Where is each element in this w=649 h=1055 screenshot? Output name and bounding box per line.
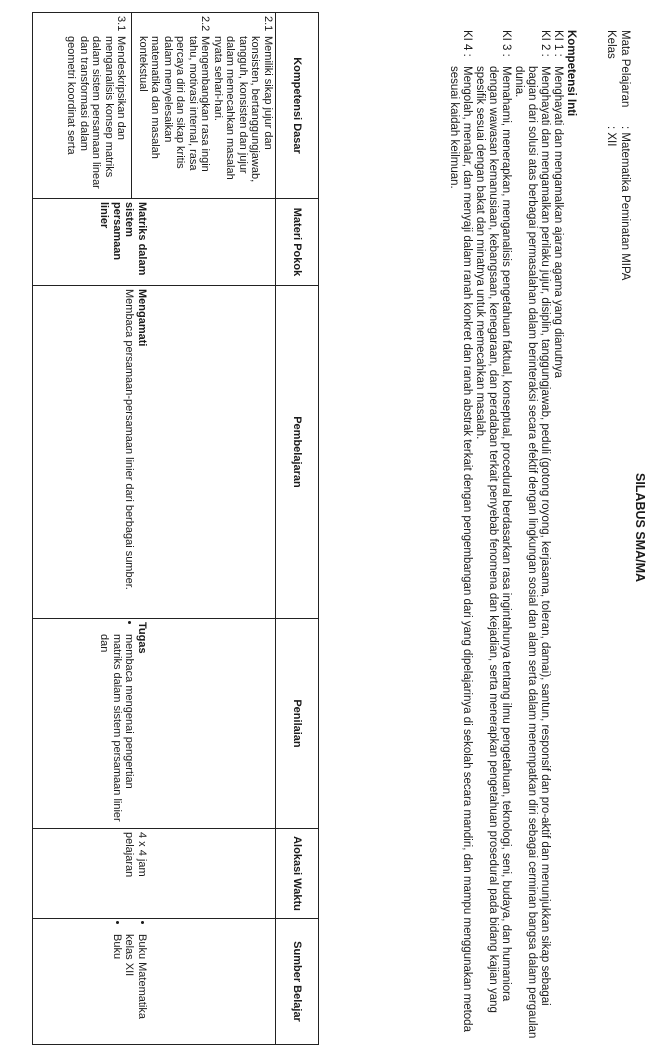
penilaian-list (98, 622, 136, 825)
cell-materi-pokok (33, 199, 276, 286)
table-row (33, 13, 276, 1045)
kd-number: 2.2 (199, 16, 212, 32)
alokasi-spacer (148, 832, 274, 915)
cell-alokasi-waktu (33, 829, 276, 919)
penilaian-heading: Tugas (136, 622, 148, 654)
document-title: SILABUS SMA/MA (633, 472, 647, 583)
class-row (604, 30, 617, 146)
cell-kompetensi-dasar (33, 13, 276, 199)
cell-sumber-belajar (33, 919, 276, 1045)
list-item: • Buku (111, 934, 124, 1041)
ki-text: Menghayati dan mengamalkan perilaku jujur, disiplin, tanggungjawab, peduli (gotong royong, kerjasama, toleran, damai), santun, responsif dan pro-aktif dan menunjukkan sikap sebagai bagian dari solusi atas berbagai permasalahan dalam berinteraksi secara efektif dengan lingkungan sosial dan alam serta dalam menempatkan diri sebagai cerminan bangsa dalam pergaulan dunia. (513, 66, 551, 1039)
ki-item (447, 30, 473, 1040)
subject-label: Mata Pelajaran (619, 30, 631, 108)
kd-item (65, 16, 128, 195)
ki-code: KI 1 : (552, 30, 564, 57)
penilaian-spacer (148, 622, 274, 825)
pembelajaran-spacer (148, 289, 274, 615)
kd-text: Mendeskripsikan dan menganalisis konsep matriks dalam sistem persamaan linear dan transformasi dalam geometri koordinat serta (65, 36, 128, 189)
pembelajaran-heading: Mengamati (136, 289, 148, 347)
alokasi-text: 4 x 4 jam pelajaran (123, 832, 148, 878)
cell-pembelajaran (33, 286, 276, 619)
table-header-row (276, 13, 319, 1045)
header-penilaian: Penilaian (276, 619, 319, 829)
cell-penilaian (33, 619, 276, 829)
header-kompetensi-dasar: Kompetensi Dasar (276, 13, 319, 199)
core-competence-heading: Kompetensi Inti (565, 30, 577, 117)
list-item: • Buku Matematika kelas XII (123, 934, 148, 1041)
header-pembelajaran: Pembelajaran (276, 286, 319, 619)
ki-text: Memahami, menerapkan, menganalisis pengetahuan faktual, konseptual, procedural berdasarkan rasa ingintahunya tentang ilmu pengetahuan, teknologi, seni, budaya, dan humaniora dengan wawasan kemanusiaan, kebangsaan, kenegaraan, dan peradaban terkait penyebab fenomena dan kejadian, serta menerapkan pengetahuan prosedural pada bidang kajian yang spesifik sesuai dengan bakat dan minatnya untuk memecahkan masalah. (474, 66, 512, 1013)
class-label: Kelas (605, 30, 617, 59)
kd-text: Memiliki sikap jujur dan konsisten, bertanggungjawab, tangguh, konsisten dan jujur dalam memecahkan masalah nyata sehari-hari. (212, 36, 274, 183)
ki-item (512, 30, 551, 1040)
header-materi-pokok: Materi Pokok (276, 199, 319, 286)
core-competence-list (447, 30, 564, 1040)
materi-spacer (148, 202, 274, 282)
ki-code: KI 2 : (539, 30, 551, 57)
class-value: : XII (605, 126, 617, 147)
sumber-list (111, 922, 149, 1041)
header-alokasi-waktu: Alokasi Waktu (276, 829, 319, 919)
kd-item (212, 16, 275, 195)
ki-item (473, 30, 512, 1040)
ki-text: Mengolah, menalar, dan menyaji dalam ranah konkret dan ranah abstrak terkait dengan pengembangan dari yang dipelajarinya di sekolah secara mandiri, dan mampu menggunakan metoda sesuai kaidah keilmuan. (448, 66, 473, 1032)
ki-code: KI 3 : (500, 30, 512, 57)
ki-code: KI 4 : (461, 30, 473, 57)
sumber-spacer (148, 922, 274, 1041)
subject-row (618, 30, 631, 280)
kd-number: 3.1 (115, 16, 128, 32)
materi-text: Matriks dalam sistem persamaan linier (98, 202, 148, 276)
pembelajaran-text: Membaca persamaan-persamaan linier dari berbagai sumber. (123, 289, 136, 590)
kd-text: Mengembangkan rasa ingin tahu, motivasi internal, rasa percaya diri dan sikap kritis dalam menyelesaikan matematika dan masalah kontekstual (137, 36, 212, 172)
ki-item (551, 30, 564, 1040)
kd-item (137, 16, 212, 195)
syllabus-table (32, 12, 319, 1045)
subject-value: : Matematika Peminatan MIPA (619, 126, 631, 281)
list-item: • membaca mengenai pengertian matriks dalam sistem persamaan linier dan (98, 634, 136, 825)
kd-number: 2.1 (262, 16, 274, 32)
kd-divider (132, 13, 133, 198)
header-sumber-belajar: Sumber Belajar (276, 919, 319, 1045)
ki-text: Menghayati dan mengamalkan ajaran agama yang dianutnya (552, 66, 564, 378)
